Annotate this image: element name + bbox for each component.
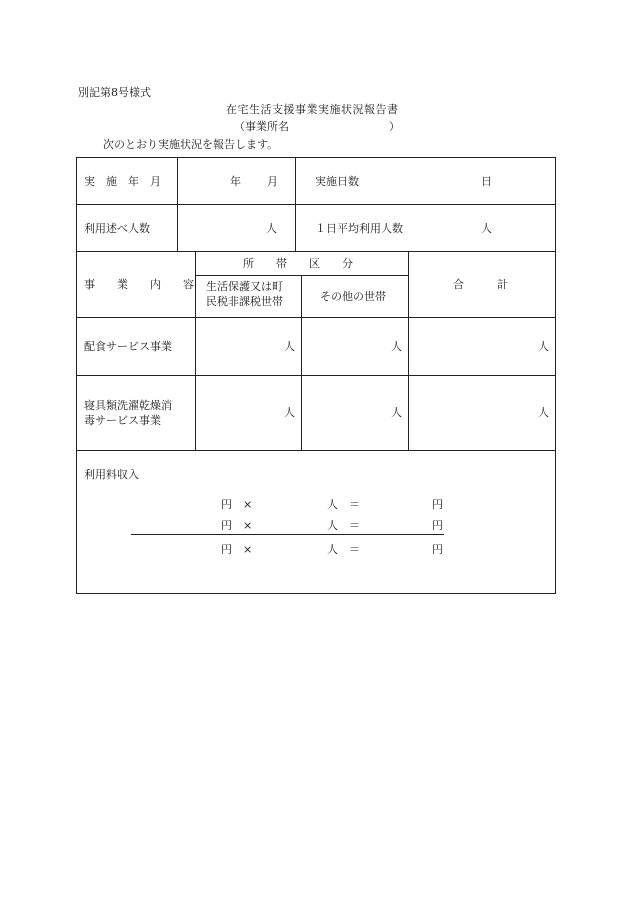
bedding-service-welfare-unit: 人: [284, 406, 295, 419]
fee-result-unit: 円: [432, 543, 443, 556]
column-divider: [295, 158, 296, 251]
row-divider: [77, 375, 555, 376]
welfare-household-line2: 民税非課税世帯: [206, 294, 283, 308]
household-category-header: 所 帯 区 分: [243, 257, 353, 270]
fee-equals-sign: ＝: [349, 519, 360, 532]
period-label: 実 施 年 月: [84, 175, 161, 188]
total-users-label: 利用述べ人数: [84, 222, 150, 235]
office-name-label: （事業所名: [234, 120, 289, 133]
fee-sum-rule: [131, 534, 444, 535]
meal-service-other-unit: 人: [391, 340, 402, 353]
welfare-household-line1: 生活保護又は町: [206, 280, 283, 293]
column-divider: [408, 251, 409, 450]
bedding-service-label-line1: 寝具類洗濯乾燥消: [84, 399, 172, 412]
total-header: 合 計: [453, 278, 508, 291]
fee-person-unit: 人: [327, 498, 338, 511]
daily-average-label: １日平均利用人数: [315, 222, 403, 235]
other-household-header: その他の世帯: [320, 290, 386, 303]
year-unit: 年: [230, 175, 241, 188]
document-title: 在宅生活支援事業実施状況報告書: [226, 103, 399, 116]
fee-times-sign: ×: [243, 543, 253, 556]
meal-service-label: 配食サービス事業: [84, 340, 172, 353]
fee-yen-unit: 円: [221, 543, 232, 556]
fee-yen-unit: 円: [221, 519, 232, 532]
form-number: 別記第8号様式: [78, 86, 151, 99]
fee-person-unit: 人: [327, 519, 338, 532]
business-content-header: 事 業 内 容: [84, 278, 194, 291]
total-users-unit: 人: [266, 222, 277, 235]
intro-text: 次のとおり実施状況を報告します。: [103, 138, 279, 151]
bedding-service-label: [84, 399, 172, 429]
bedding-service-other-unit: 人: [391, 406, 402, 419]
column-divider: [301, 275, 302, 450]
month-unit: 月: [267, 175, 278, 188]
fee-times-sign: ×: [243, 498, 253, 511]
bedding-service-total-unit: 人: [538, 406, 549, 419]
row-divider: [77, 251, 555, 252]
fee-income-label: 利用料収入: [84, 468, 139, 481]
row-divider: [77, 317, 555, 318]
column-divider: [177, 158, 178, 251]
fee-yen-unit: 円: [221, 498, 232, 511]
report-form-table: [76, 157, 556, 594]
days-unit: 日: [481, 175, 492, 188]
meal-service-total-unit: 人: [538, 340, 549, 353]
fee-equals-sign: ＝: [349, 498, 360, 511]
daily-average-unit: 人: [481, 222, 492, 235]
fee-person-unit: 人: [327, 543, 338, 556]
days-label: 実施日数: [315, 175, 359, 188]
row-divider: [77, 450, 555, 451]
row-divider: [77, 204, 555, 205]
office-name-close-paren: ）: [389, 120, 400, 133]
welfare-household-header: [206, 280, 283, 310]
column-divider: [195, 251, 196, 450]
meal-service-welfare-unit: 人: [284, 340, 295, 353]
fee-result-unit: 円: [432, 498, 443, 511]
bedding-service-label-line2: 毒サービス事業: [84, 413, 161, 427]
fee-equals-sign: ＝: [349, 543, 360, 556]
fee-times-sign: ×: [243, 519, 253, 532]
fee-result-unit: 円: [432, 519, 443, 532]
